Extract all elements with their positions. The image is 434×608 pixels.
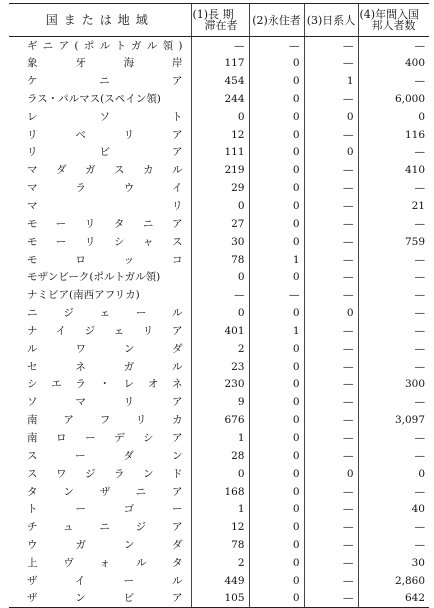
nikkei-cell: — (304, 268, 358, 286)
long-stay-cell: 454 (191, 72, 249, 90)
permanent-resident-cell: 0 (249, 161, 304, 179)
table-row (9, 572, 429, 590)
nikkei-cell: — (304, 322, 358, 340)
long-stay-cell: 2 (191, 340, 249, 358)
nikkei-cell: — (304, 447, 358, 465)
table-row (9, 340, 429, 358)
country-name-cell: スーダン (27, 449, 183, 462)
table-row (9, 376, 429, 394)
country-name-cell: モーリシャス (27, 235, 183, 248)
permanent-resident-cell: 0 (249, 108, 304, 126)
annual-entry-header-line2: 邦人者数 (371, 19, 416, 32)
permanent-resident-cell: 0 (249, 465, 304, 483)
nikkei-cell: — (304, 411, 358, 429)
annual-entry-cell: — (358, 429, 429, 447)
permanent-resident-cell: 0 (249, 304, 304, 322)
long-stay-cell: 117 (191, 54, 249, 72)
nikkei-cell: — (304, 215, 358, 233)
long-stay-cell: 0 (191, 197, 249, 215)
nikkei-cell: — (304, 393, 358, 411)
long-stay-cell: 28 (191, 447, 249, 465)
long-stay-header-line1: (1)長 期 (192, 8, 234, 21)
statistics-table-sheet (9, 3, 429, 608)
annual-entry-cell: 116 (358, 126, 429, 144)
permanent-resident-cell: 0 (249, 179, 304, 197)
table-row (9, 54, 429, 72)
permanent-resident-cell: 0 (249, 268, 304, 286)
permanent-resident-cell: 0 (249, 126, 304, 144)
permanent-resident-cell: 0 (249, 90, 304, 108)
long-stay-header-line2: 滞在者 (204, 19, 238, 32)
country-name-cell: スワジランド (27, 467, 183, 480)
permanent-resident-cell: 0 (249, 358, 304, 376)
permanent-resident-cell: 0 (249, 233, 304, 251)
permanent-resident-cell: 0 (249, 554, 304, 572)
table-row (9, 500, 429, 518)
long-stay-cell: 1 (191, 429, 249, 447)
annual-entry-cell: — (358, 322, 429, 340)
permanent-resident-cell: 0 (249, 54, 304, 72)
long-stay-cell: — (191, 286, 249, 304)
permanent-resident-cell: 0 (249, 518, 304, 536)
nikkei-cell: — (304, 54, 358, 72)
permanent-resident-cell: 0 (249, 500, 304, 518)
country-name-cell: ナミビア(南西アフリカ) (27, 289, 140, 302)
country-name-cell: レソト (27, 110, 183, 123)
country-name-cell: ナイジェリア (27, 324, 183, 337)
permanent-resident-cell: 0 (249, 72, 304, 90)
table-row (9, 518, 429, 536)
country-name-cell: ソマリア (27, 396, 183, 409)
table-row (9, 37, 429, 55)
country-name-cell: マリ (27, 200, 183, 213)
nikkei-cell: — (304, 179, 358, 197)
long-stay-cell: 27 (191, 215, 249, 233)
long-stay-cell: 29 (191, 179, 249, 197)
long-stay-cell: 78 (191, 536, 249, 554)
annual-entry-cell: — (358, 179, 429, 197)
country-name-cell: チュニジア (27, 521, 183, 534)
table-row (9, 72, 429, 90)
country-name-cell: モロッコ (27, 253, 183, 266)
nikkei-cell: — (304, 90, 358, 108)
annual-entry-cell: 400 (358, 54, 429, 72)
permanent-resident-cell: 0 (249, 572, 304, 590)
table-row (9, 126, 429, 144)
table-row (9, 465, 429, 483)
nikkei-cell: — (304, 554, 358, 572)
region-column-header: 国または地域 (9, 4, 191, 37)
nikkei-cell: — (304, 286, 358, 304)
country-name-cell: マラウイ (27, 182, 183, 195)
country-name-cell: ラス・パルマス(スペイン領) (27, 92, 161, 105)
nikkei-cell: — (304, 376, 358, 394)
header-row (9, 4, 429, 37)
long-stay-cell: 244 (191, 90, 249, 108)
nikkei-cell: — (304, 483, 358, 501)
nikkei-cell: — (304, 429, 358, 447)
table-row (9, 144, 429, 162)
long-stay-cell: 23 (191, 358, 249, 376)
table-row (9, 161, 429, 179)
table-row (9, 447, 429, 465)
annual-entry-cell: 410 (358, 161, 429, 179)
nikkei-cell: — (304, 536, 358, 554)
permanent-resident-cell: 0 (249, 376, 304, 394)
country-name-cell: シエラ・レオネ (27, 378, 183, 391)
table-row (9, 393, 429, 411)
permanent-resident-cell: 0 (249, 215, 304, 233)
table-row (9, 286, 429, 304)
table-row (9, 179, 429, 197)
nikkei-cell: — (304, 572, 358, 590)
annual-entry-cell: 759 (358, 233, 429, 251)
nikkei-cell: 1 (304, 72, 358, 90)
nikkei-cell: — (304, 500, 358, 518)
nikkei-cell: — (304, 358, 358, 376)
country-name-cell: 象牙海岸 (27, 57, 183, 70)
annual-entry-cell: 300 (358, 376, 429, 394)
country-name-cell: ウガンダ (27, 539, 183, 552)
country-name-cell: モザンビーク(ポルトガル領) (27, 271, 161, 284)
table-row (9, 536, 429, 554)
nikkei-cell: — (304, 126, 358, 144)
long-stay-cell: 0 (191, 304, 249, 322)
table-row (9, 304, 429, 322)
annual-entry-cell: — (358, 518, 429, 536)
long-stay-cell: 676 (191, 411, 249, 429)
country-name-cell: ニジェール (27, 307, 183, 320)
country-name-cell: 上ヴォルタ (27, 556, 183, 569)
long-stay-cell: 168 (191, 483, 249, 501)
long-stay-cell: 105 (191, 590, 249, 608)
long-stay-cell: 449 (191, 572, 249, 590)
permanent-resident-cell: 0 (249, 447, 304, 465)
annual-entry-cell: 0 (358, 465, 429, 483)
table-row (9, 358, 429, 376)
country-name-cell: マダガスカル (27, 164, 183, 177)
japanese-residents-table (9, 3, 429, 608)
permanent-resident-cell: 0 (249, 340, 304, 358)
annual-entry-cell: — (358, 286, 429, 304)
long-stay-cell: 0 (191, 108, 249, 126)
table-row (9, 483, 429, 501)
table-row (9, 108, 429, 126)
country-name-cell: ザンビア (9, 590, 191, 608)
table-row (9, 411, 429, 429)
permanent-resident-cell: 0 (249, 393, 304, 411)
annual-entry-cell: — (358, 536, 429, 554)
long-stay-cell: 2 (191, 554, 249, 572)
country-name-cell: ケニア (27, 75, 183, 88)
annual-entry-cell: — (358, 72, 429, 90)
annual-entry-cell: — (358, 251, 429, 269)
long-stay-cell: 230 (191, 376, 249, 394)
annual-entry-header-line1: (4)年間入国 (359, 8, 420, 21)
annual-entry-cell: — (358, 215, 429, 233)
permanent-resident-cell: 0 (249, 590, 304, 608)
permanent-resident-cell: 0 (249, 483, 304, 501)
nikkei-cell: — (304, 340, 358, 358)
long-stay-cell: 0 (191, 465, 249, 483)
annual-entry-cell: — (358, 447, 429, 465)
country-name-cell: ルワンダ (27, 342, 183, 355)
permanent-resident-cell: 0 (249, 197, 304, 215)
nikkei-cell: 0 (304, 108, 358, 126)
annual-entry-cell: — (358, 483, 429, 501)
nikkei-column-header: (3)日系人 (304, 4, 358, 37)
annual-entry-cell: 6,000 (358, 90, 429, 108)
long-stay-cell: 1 (191, 500, 249, 518)
annual-entry-cell: — (358, 304, 429, 322)
long-stay-cell: 219 (191, 161, 249, 179)
long-stay-column-header (191, 4, 249, 37)
nikkei-cell: — (304, 590, 358, 608)
annual-entry-cell: — (358, 393, 429, 411)
long-stay-cell: 78 (191, 251, 249, 269)
annual-entry-cell: 0 (358, 108, 429, 126)
table-row (9, 90, 429, 108)
permanent-resident-cell: 0 (249, 411, 304, 429)
annual-entry-cell: 3,097 (358, 411, 429, 429)
annual-entry-cell: 40 (358, 500, 429, 518)
table-row (9, 197, 429, 215)
country-name-cell: リビア (27, 146, 183, 159)
long-stay-cell: 111 (191, 144, 249, 162)
annual-entry-column-header (358, 4, 429, 37)
permanent-resident-cell: — (249, 286, 304, 304)
country-name-cell: ギニア(ポルトガル領) (27, 39, 183, 52)
table-body (9, 37, 429, 608)
permanent-resident-cell: 0 (249, 144, 304, 162)
permanent-resident-cell: 1 (249, 251, 304, 269)
country-name-cell: セネガル (27, 360, 183, 373)
long-stay-cell: 0 (191, 268, 249, 286)
long-stay-cell: 30 (191, 233, 249, 251)
long-stay-cell: — (191, 37, 249, 55)
annual-entry-cell: — (358, 268, 429, 286)
table-row (9, 268, 429, 286)
country-name-cell: 南ローデシア (27, 431, 183, 444)
long-stay-cell: 12 (191, 126, 249, 144)
long-stay-cell: 12 (191, 518, 249, 536)
annual-entry-cell: 30 (358, 554, 429, 572)
permanent-resident-cell: 0 (249, 429, 304, 447)
nikkei-cell: 0 (304, 465, 358, 483)
annual-entry-cell: 2,860 (358, 572, 429, 590)
permanent-column-header: (2)永住者 (249, 4, 304, 37)
annual-entry-cell: — (358, 358, 429, 376)
annual-entry-cell: 21 (358, 197, 429, 215)
nikkei-cell: — (304, 233, 358, 251)
table-row (9, 322, 429, 340)
nikkei-cell: 0 (304, 144, 358, 162)
country-name-cell: 南アフリカ (27, 414, 183, 427)
country-name-cell: トーゴー (27, 503, 183, 516)
nikkei-cell: — (304, 251, 358, 269)
long-stay-cell: 401 (191, 322, 249, 340)
permanent-resident-cell: 0 (249, 536, 304, 554)
table-row (9, 429, 429, 447)
annual-entry-cell: — (358, 37, 429, 55)
nikkei-cell: 0 (304, 304, 358, 322)
table-row (9, 590, 429, 608)
country-name-cell: タンザニア (27, 485, 183, 498)
nikkei-cell: — (304, 518, 358, 536)
permanent-resident-cell: 1 (249, 322, 304, 340)
nikkei-cell: — (304, 37, 358, 55)
table-row (9, 215, 429, 233)
table-row (9, 233, 429, 251)
country-name-cell: モーリタニア (27, 217, 183, 230)
nikkei-cell: — (304, 161, 358, 179)
country-name-cell: ザイール (27, 574, 183, 587)
annual-entry-cell: — (358, 340, 429, 358)
table-row (9, 251, 429, 269)
permanent-resident-cell: — (249, 37, 304, 55)
annual-entry-cell: 642 (358, 590, 429, 608)
long-stay-cell: 9 (191, 393, 249, 411)
annual-entry-cell: — (358, 144, 429, 162)
table-header (9, 4, 429, 37)
country-name-cell: リベリア (27, 128, 183, 141)
nikkei-cell: — (304, 197, 358, 215)
